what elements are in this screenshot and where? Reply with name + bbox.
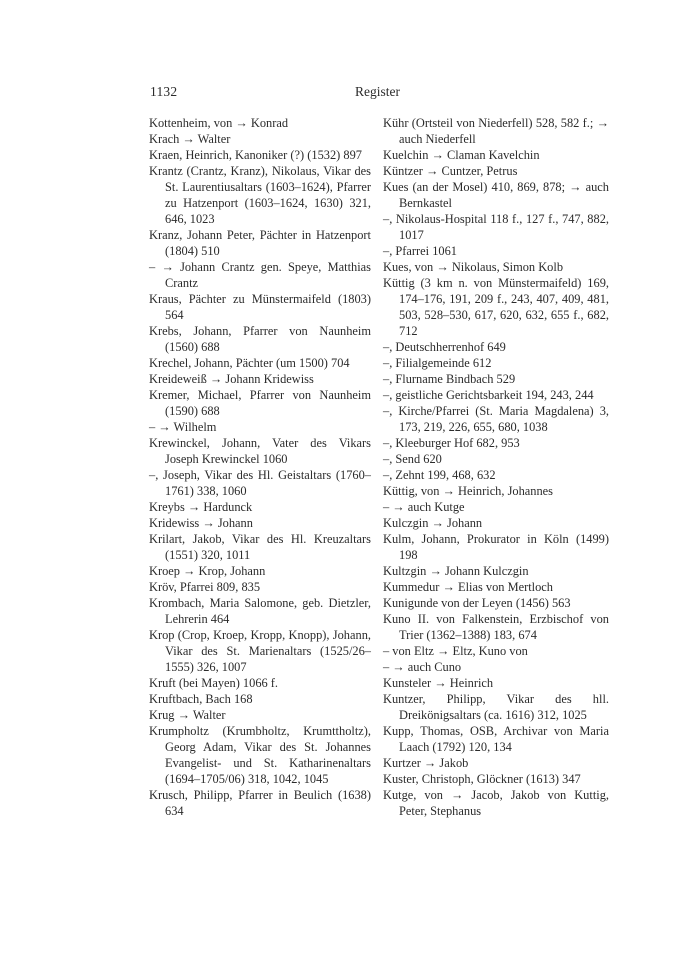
index-entry: Krug → Walter: [149, 708, 226, 722]
index-entry: Krombach, Maria Salomone, geb. Dietzler, Lehrerin 464: [149, 596, 371, 626]
index-entry: Krantz (Crantz, Kranz), Nikolaus, Vikar des St. Laurentiusaltars (1603–1624), Pfarrer zu Hatzenport (1603–1624, 1630) 321, 646, 1023: [149, 164, 371, 226]
index-entry: – → auch Cuno: [383, 660, 462, 674]
running-head: Register: [355, 84, 400, 99]
page-number: 1132: [150, 84, 178, 99]
index-entry: Kruft (bei Mayen) 1066 f.: [149, 676, 279, 690]
index-entry: Kroep → Krop, Johann: [149, 564, 266, 578]
index-entry: Kulm, Johann, Prokurator in Köln (1499) 198: [383, 532, 609, 562]
index-entry: Krop (Crop, Kroep, Kropp, Knopp), Johann, Vikar des St. Marienaltars (1525/26–1555) 326, 1007: [149, 628, 371, 674]
index-entry: Kranz, Johann Peter, Pächter in Hatzenport (1804) 510: [149, 228, 371, 258]
index-entry: –, Kirche/Pfarrei (St. Maria Magdalena) 3, 173, 219, 226, 655, 680, 1038: [383, 404, 609, 434]
index-entry: Kunsteler → Heinrich: [383, 676, 494, 690]
index-entry: Krewinckel, Johann, Vater des Vikars Joseph Krewinckel 1060: [149, 436, 371, 466]
index-entry: –, geistliche Gerichtsbarkeit 194, 243, 244: [383, 388, 594, 402]
index-entry: –, Flurname Bindbach 529: [383, 372, 516, 386]
index-entry: Krechel, Johann, Pächter (um 1500) 704: [149, 356, 350, 370]
index-entry: Krebs, Johann, Pfarrer von Naunheim (1560) 688: [149, 324, 371, 354]
index-entry: Kupp, Thomas, OSB, Archivar von Maria Laach (1792) 120, 134: [383, 724, 609, 754]
index-entry: –, Deutschherrenhof 649: [383, 340, 506, 354]
index-entry: Kues (an der Mosel) 410, 869, 878; → auch Bernkastel: [383, 180, 609, 210]
index-column-left: [149, 115, 371, 819]
index-entry: Kultzgin → Johann Kulczgin: [383, 564, 529, 578]
index-entry: –, Kleeburger Hof 682, 953: [383, 436, 520, 450]
index-entry: Kreybs → Hardunck: [149, 500, 253, 514]
index-entry: Kruftbach, Bach 168: [149, 692, 253, 706]
index-column-right: [383, 115, 609, 819]
index-entry: Kraen, Heinrich, Kanoniker (?) (1532) 897: [149, 148, 362, 162]
index-entry: Kuntzer, Philipp, Vikar des hll. Dreikönigsaltars (ca. 1616) 312, 1025: [383, 692, 609, 722]
index-entry: –, Send 620: [383, 452, 442, 466]
index-entry: Kuelchin → Claman Kavelchin: [383, 148, 540, 162]
index-entry: Kulczgin → Johann: [383, 516, 483, 530]
index-entry: Kridewiss → Johann: [149, 516, 253, 530]
index-entry: – → Johann Crantz gen. Speye, Matthias Crantz: [149, 260, 371, 290]
index-entry: Krumpholtz (Krumbholtz, Krumttholtz), Georg Adam, Vikar des St. Johannes Evangelist- und St. Katharinenaltars (1694–1705/06) 318, 1042, 1045: [149, 724, 371, 786]
index-entry: – → Wilhelm: [149, 420, 217, 434]
index-entry: Krusch, Philipp, Pfarrer in Beulich (1638) 634: [149, 788, 371, 818]
index-entry: Kurtzer → Jakob: [383, 756, 469, 770]
index-entry: Kuster, Christoph, Glöckner (1613) 347: [383, 772, 581, 786]
index-entry: Kreideweiß → Johann Kridewiss: [149, 372, 314, 386]
index-entry: –, Nikolaus-Hospital 118 f., 127 f., 747, 882, 1017: [383, 212, 609, 242]
index-entry: Kutge, von → Jacob, Jakob von Kuttig, Peter, Stephanus: [383, 788, 609, 818]
index-entry: Kühr (Ortsteil von Niederfell) 528, 582 f.; → auch Niederfell: [383, 116, 609, 146]
index-entry: Küttig (3 km n. von Münstermaifeld) 169, 174–176, 191, 209 f., 243, 407, 409, 481, 503, 528–530, 617, 620, 632, 655 f., 682, 712: [383, 276, 609, 338]
index-entry: –, Filialgemeinde 612: [383, 356, 492, 370]
index-entry: – → auch Kutge: [383, 500, 465, 514]
index-entry: –, Joseph, Vikar des Hl. Geistaltars (1760–1761) 338, 1060: [149, 468, 371, 498]
index-entry: Kues, von → Nikolaus, Simon Kolb: [383, 260, 564, 274]
index-entry: – von Eltz → Eltz, Kuno von: [383, 644, 528, 658]
index-entry: Küttig, von → Heinrich, Johannes: [383, 484, 554, 498]
index-entry: Kottenheim, von → Konrad: [149, 116, 289, 130]
index-entry: Krach → Walter: [149, 132, 231, 146]
index-entry: Küntzer → Cuntzer, Petrus: [383, 164, 518, 178]
index-entry: Kremer, Michael, Pfarrer von Naunheim (1590) 688: [149, 388, 371, 418]
index-entry: –, Zehnt 199, 468, 632: [383, 468, 496, 482]
index-entry: –, Pfarrei 1061: [383, 244, 457, 258]
index-entry: Kuno II. von Falkenstein, Erzbischof von Trier (1362–1388) 183, 674: [383, 612, 609, 642]
index-entry: Krilart, Jakob, Vikar des Hl. Kreuzaltars (1551) 320, 1011: [149, 532, 371, 562]
index-entry: Kraus, Pächter zu Münstermaifeld (1803) 564: [149, 292, 371, 322]
index-entry: Kunigunde von der Leyen (1456) 563: [383, 596, 571, 610]
index-entry: Kummedur → Elias von Mertloch: [383, 580, 553, 594]
index-entry: Kröv, Pfarrei 809, 835: [149, 580, 261, 594]
